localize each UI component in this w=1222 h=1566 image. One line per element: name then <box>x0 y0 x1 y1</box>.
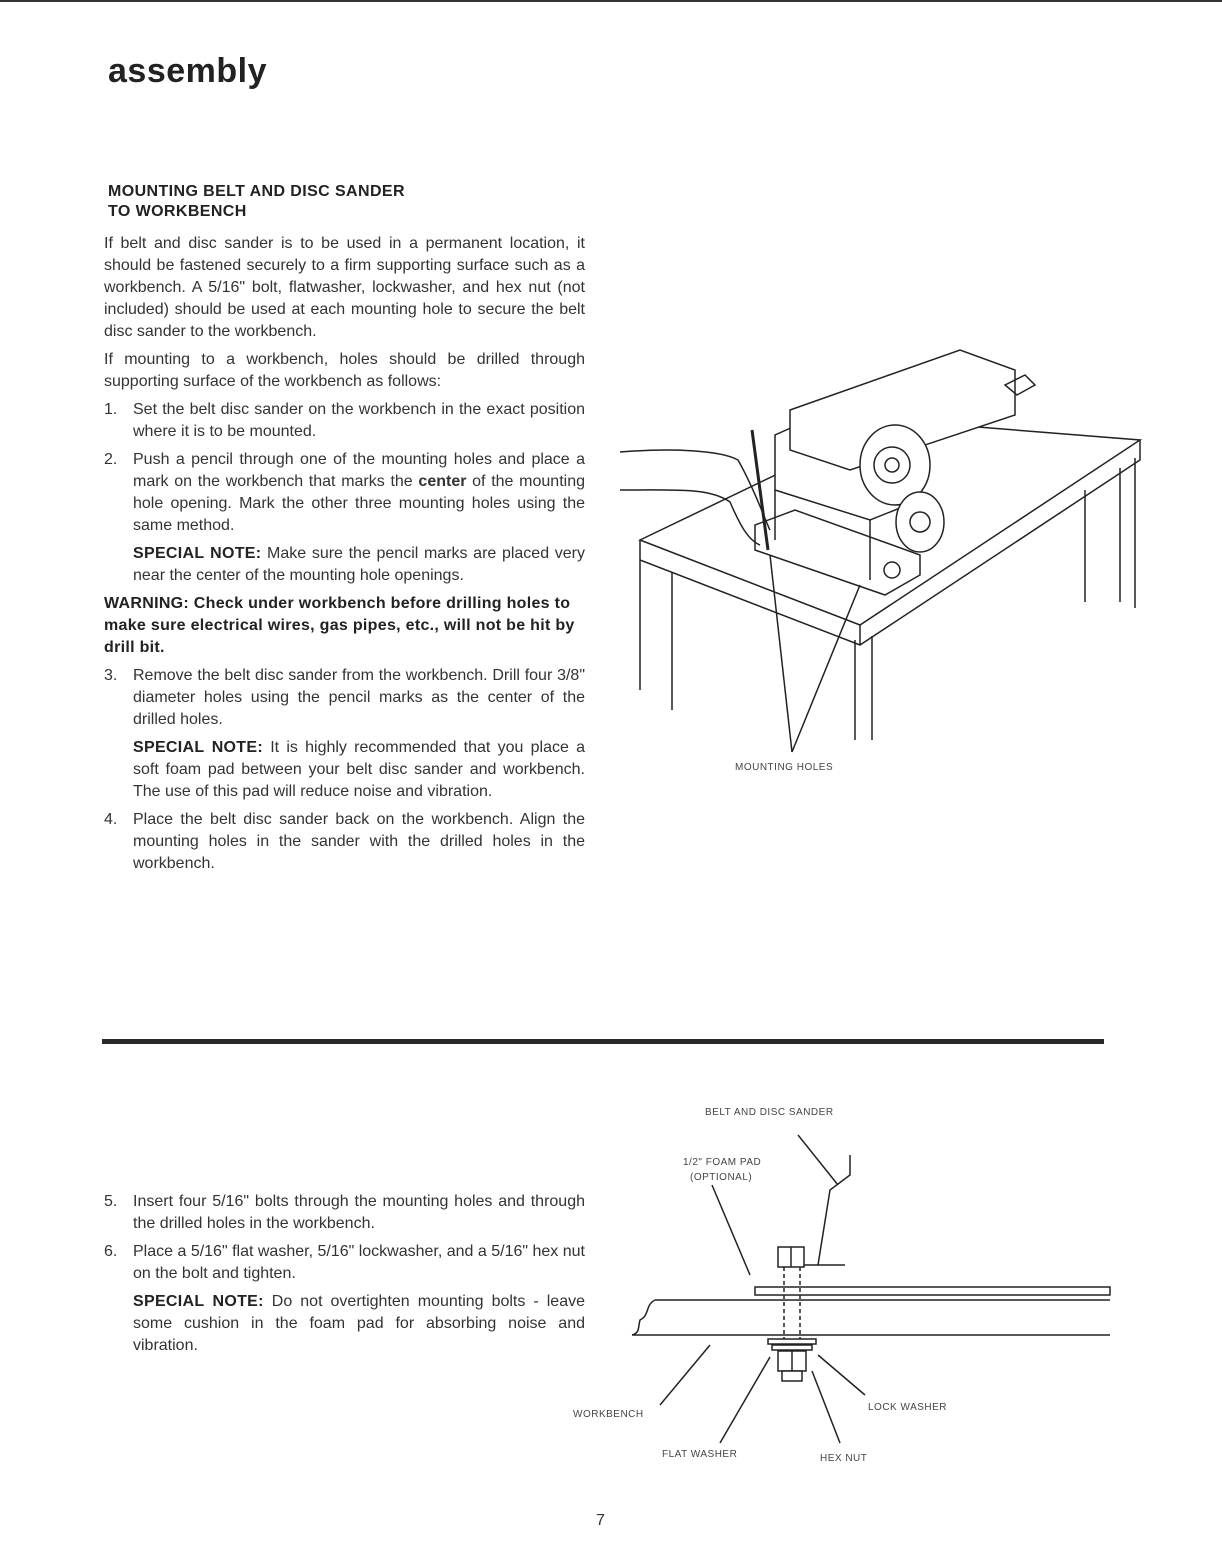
step-number: 5. <box>104 1193 118 1210</box>
special-note-2 <box>104 737 585 803</box>
label-lock-washer: LOCK WASHER <box>868 1402 948 1413</box>
bolt-instructions <box>104 1191 585 1363</box>
step-1 <box>104 399 585 443</box>
label-flat-washer: FLAT WASHER <box>662 1449 738 1460</box>
sander-foot <box>818 1155 850 1265</box>
step-number: 6. <box>104 1243 118 1260</box>
step-number: 2. <box>104 451 118 468</box>
flat-washer <box>768 1339 816 1344</box>
note-label: SPECIAL NOTE: <box>133 1293 264 1310</box>
section-divider <box>102 1039 1104 1044</box>
special-note-1 <box>104 543 585 587</box>
label-mounting-holes: MOUNTING HOLES <box>735 762 834 773</box>
page-number: 7 <box>596 1512 605 1529</box>
note-label: SPECIAL NOTE: <box>133 545 262 562</box>
step-3 <box>104 665 585 731</box>
heading-line-1: MOUNTING BELT AND DISC SANDER <box>108 183 405 200</box>
workbench-mounting-figure <box>620 340 1150 780</box>
foam-pad <box>755 1287 1110 1295</box>
heading-line-2: TO WORKBENCH <box>108 203 247 220</box>
lock-washer <box>772 1345 812 1350</box>
step-text: Set the belt disc sander on the workbench in the exact position where it is to be mounted. <box>133 401 585 440</box>
label-foam-pad-line-1: 1/2" FOAM PAD <box>683 1157 762 1168</box>
step-2 <box>104 449 585 537</box>
label-belt-and-disc-sander: BELT AND DISC SANDER <box>705 1107 834 1118</box>
step-number: 4. <box>104 811 118 828</box>
step-text: Place the belt disc sander back on the workbench. Align the mounting holes in the sander with the drilled holes in the workbench. <box>133 811 585 872</box>
note-text: Make sure the pencil marks are placed very near the center of the mounting hole openings. <box>133 545 585 584</box>
step-text: Insert four 5/16" bolts through the mounting holes and through the drilled holes in the workbench. <box>133 1193 585 1232</box>
step-6 <box>104 1241 585 1285</box>
step-text: Push a pencil through one of the mounting holes and place a mark on the workbench that marks the <box>133 451 585 490</box>
step-text-emphasis: center <box>418 473 467 490</box>
section-title: assembly <box>108 52 267 90</box>
step-text: of the mounting hole opening. Mark the other three mounting holes using the same method. <box>133 473 585 534</box>
label-hex-nut: HEX NUT <box>820 1453 868 1464</box>
note-text: Do not overtighten mounting bolts - leave some cushion in the foam pad for absorbing noise and vibration. <box>133 1293 585 1354</box>
top-rule <box>0 0 1222 2</box>
step-text: Place a 5/16" flat washer, 5/16" lockwasher, and a 5/16" hex nut on the bolt and tighten. <box>133 1243 585 1282</box>
intro-paragraph-1: If belt and disc sander is to be used in a permanent location, it should be fastened securely to a firm supporting surface such as a workbench. A 5/16" bolt, flatwasher, lockwasher, and hex nut (not included) should be used at each mounting hole to secure the belt disc sander to the workbench. <box>104 235 585 340</box>
step-number: 3. <box>104 667 118 684</box>
step-number: 1. <box>104 401 118 418</box>
note-text: It is highly recommended that you place a soft foam pad between your belt disc sander and workbench. The use of this pad will reduce noise and vibration. <box>133 739 585 800</box>
label-workbench: WORKBENCH <box>573 1409 644 1420</box>
instructions-column <box>104 233 585 881</box>
workbench-section <box>632 1300 1110 1335</box>
step-5 <box>104 1191 585 1235</box>
note-label: SPECIAL NOTE: <box>133 739 263 756</box>
intro-paragraph-2: If mounting to a workbench, holes should be drilled through supporting surface of the workbench as follows: <box>104 351 585 390</box>
special-note-3 <box>104 1291 585 1357</box>
warning-text: WARNING: Check under workbench before drilling holes to make sure electrical wires, gas pipes, etc., will not be hit by drill bit. <box>104 595 575 656</box>
label-foam-pad-line-2: (OPTIONAL) <box>690 1172 753 1183</box>
step-4 <box>104 809 585 875</box>
step-text: Remove the belt disc sander from the workbench. Drill four 3/8" diameter holes using the pencil marks as the center of the drilled holes. <box>133 667 585 728</box>
bolt-assembly-figure <box>560 1095 1120 1475</box>
section-heading <box>108 182 405 222</box>
